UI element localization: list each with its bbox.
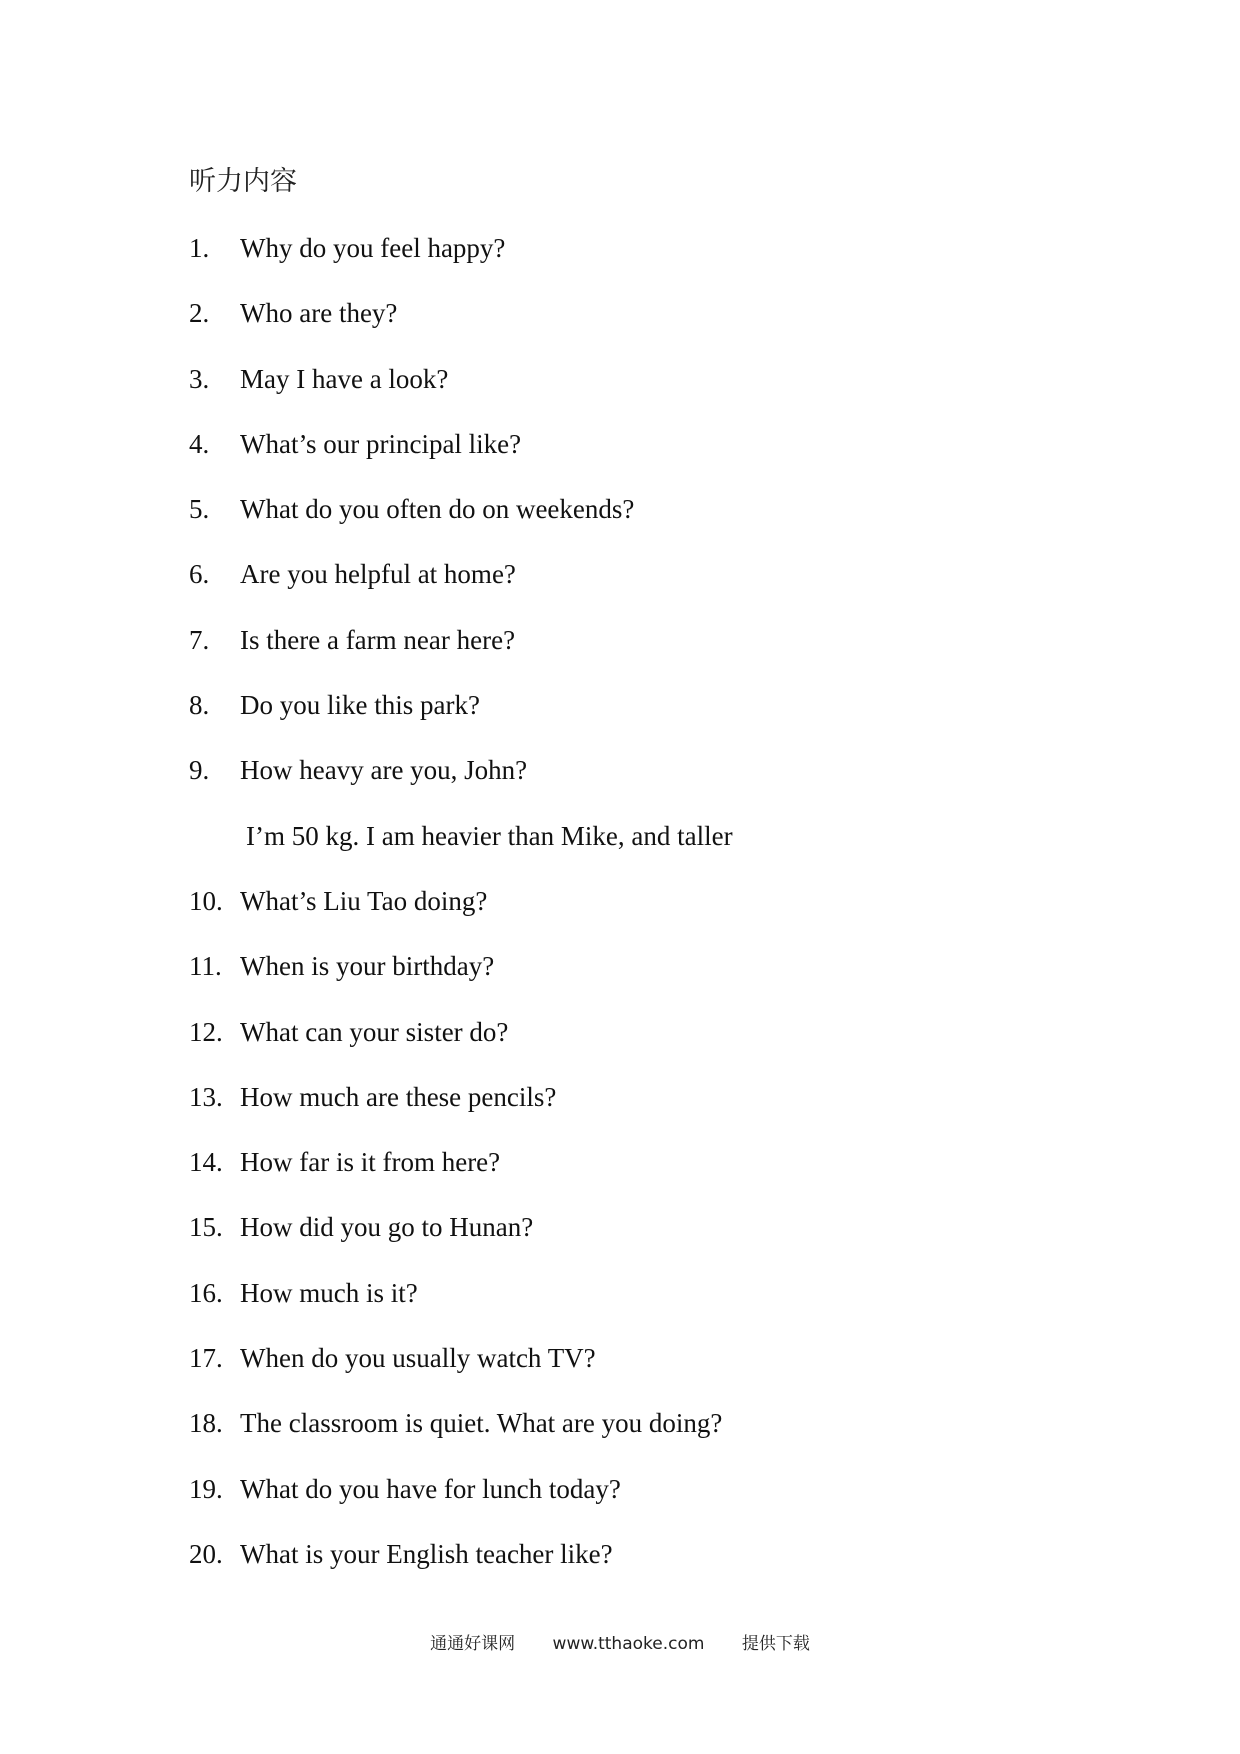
page-footer — [0, 1632, 1240, 1656]
item-text: What is your English teacher like? — [240, 1538, 613, 1569]
item-number: 17. — [189, 1343, 223, 1374]
item-number: 8. — [189, 690, 210, 721]
item-text: May I have a look? — [240, 363, 449, 394]
item-text: I’m 50 kg. I am heavier than Mike, and taller — [246, 820, 733, 851]
item-text: Is there a farm near here? — [240, 624, 516, 655]
footer-site-name: 通通好课网 — [430, 1634, 516, 1654]
item-text: The classroom is quiet. What are you doing? — [240, 1408, 723, 1439]
item-number: 6. — [189, 559, 210, 590]
item-number: 13. — [189, 1081, 223, 1112]
item-text: What do you have for lunch today? — [240, 1473, 621, 1504]
item-number: 3. — [189, 363, 210, 394]
item-text: How much are these pencils? — [240, 1081, 557, 1112]
item-text: How far is it from here? — [240, 1147, 501, 1178]
item-text: When do you usually watch TV? — [240, 1343, 596, 1374]
item-number: 16. — [189, 1277, 223, 1308]
item-number: 14. — [189, 1147, 223, 1178]
item-number: 1. — [189, 233, 210, 263]
item-number: 19. — [189, 1473, 223, 1504]
item-number: 18. — [189, 1408, 223, 1439]
item-text: Do you like this park? — [240, 690, 480, 721]
page-title: 听力内容 — [189, 166, 297, 197]
item-number: 11. — [189, 951, 222, 982]
item-text: How did you go to Hunan? — [240, 1212, 534, 1243]
item-text: What do you often do on weekends? — [240, 494, 635, 525]
item-number: 20. — [189, 1538, 223, 1569]
item-number: 9. — [189, 755, 210, 786]
footer-action: 提供下载 — [741, 1634, 810, 1654]
item-text: How much is it? — [240, 1277, 418, 1308]
item-text: Are you helpful at home? — [240, 559, 516, 590]
item-text: Why do you feel happy? — [240, 233, 506, 263]
item-text: Who are they? — [240, 298, 398, 329]
item-number: 12. — [189, 1016, 223, 1047]
item-text: What’s our principal like? — [240, 428, 522, 459]
item-text: What can your sister do? — [240, 1016, 509, 1047]
item-number: 10. — [189, 885, 223, 916]
item-number: 7. — [189, 624, 210, 655]
item-number: 15. — [189, 1212, 223, 1243]
item-text: What’s Liu Tao doing? — [240, 885, 488, 916]
item-number: 2. — [189, 298, 210, 329]
footer-url: www.tthaoke.com — [552, 1634, 705, 1654]
item-text: When is your birthday? — [240, 951, 495, 982]
item-number: 4. — [189, 428, 210, 459]
item-text: How heavy are you, John? — [240, 755, 528, 786]
item-number: 5. — [189, 494, 210, 525]
